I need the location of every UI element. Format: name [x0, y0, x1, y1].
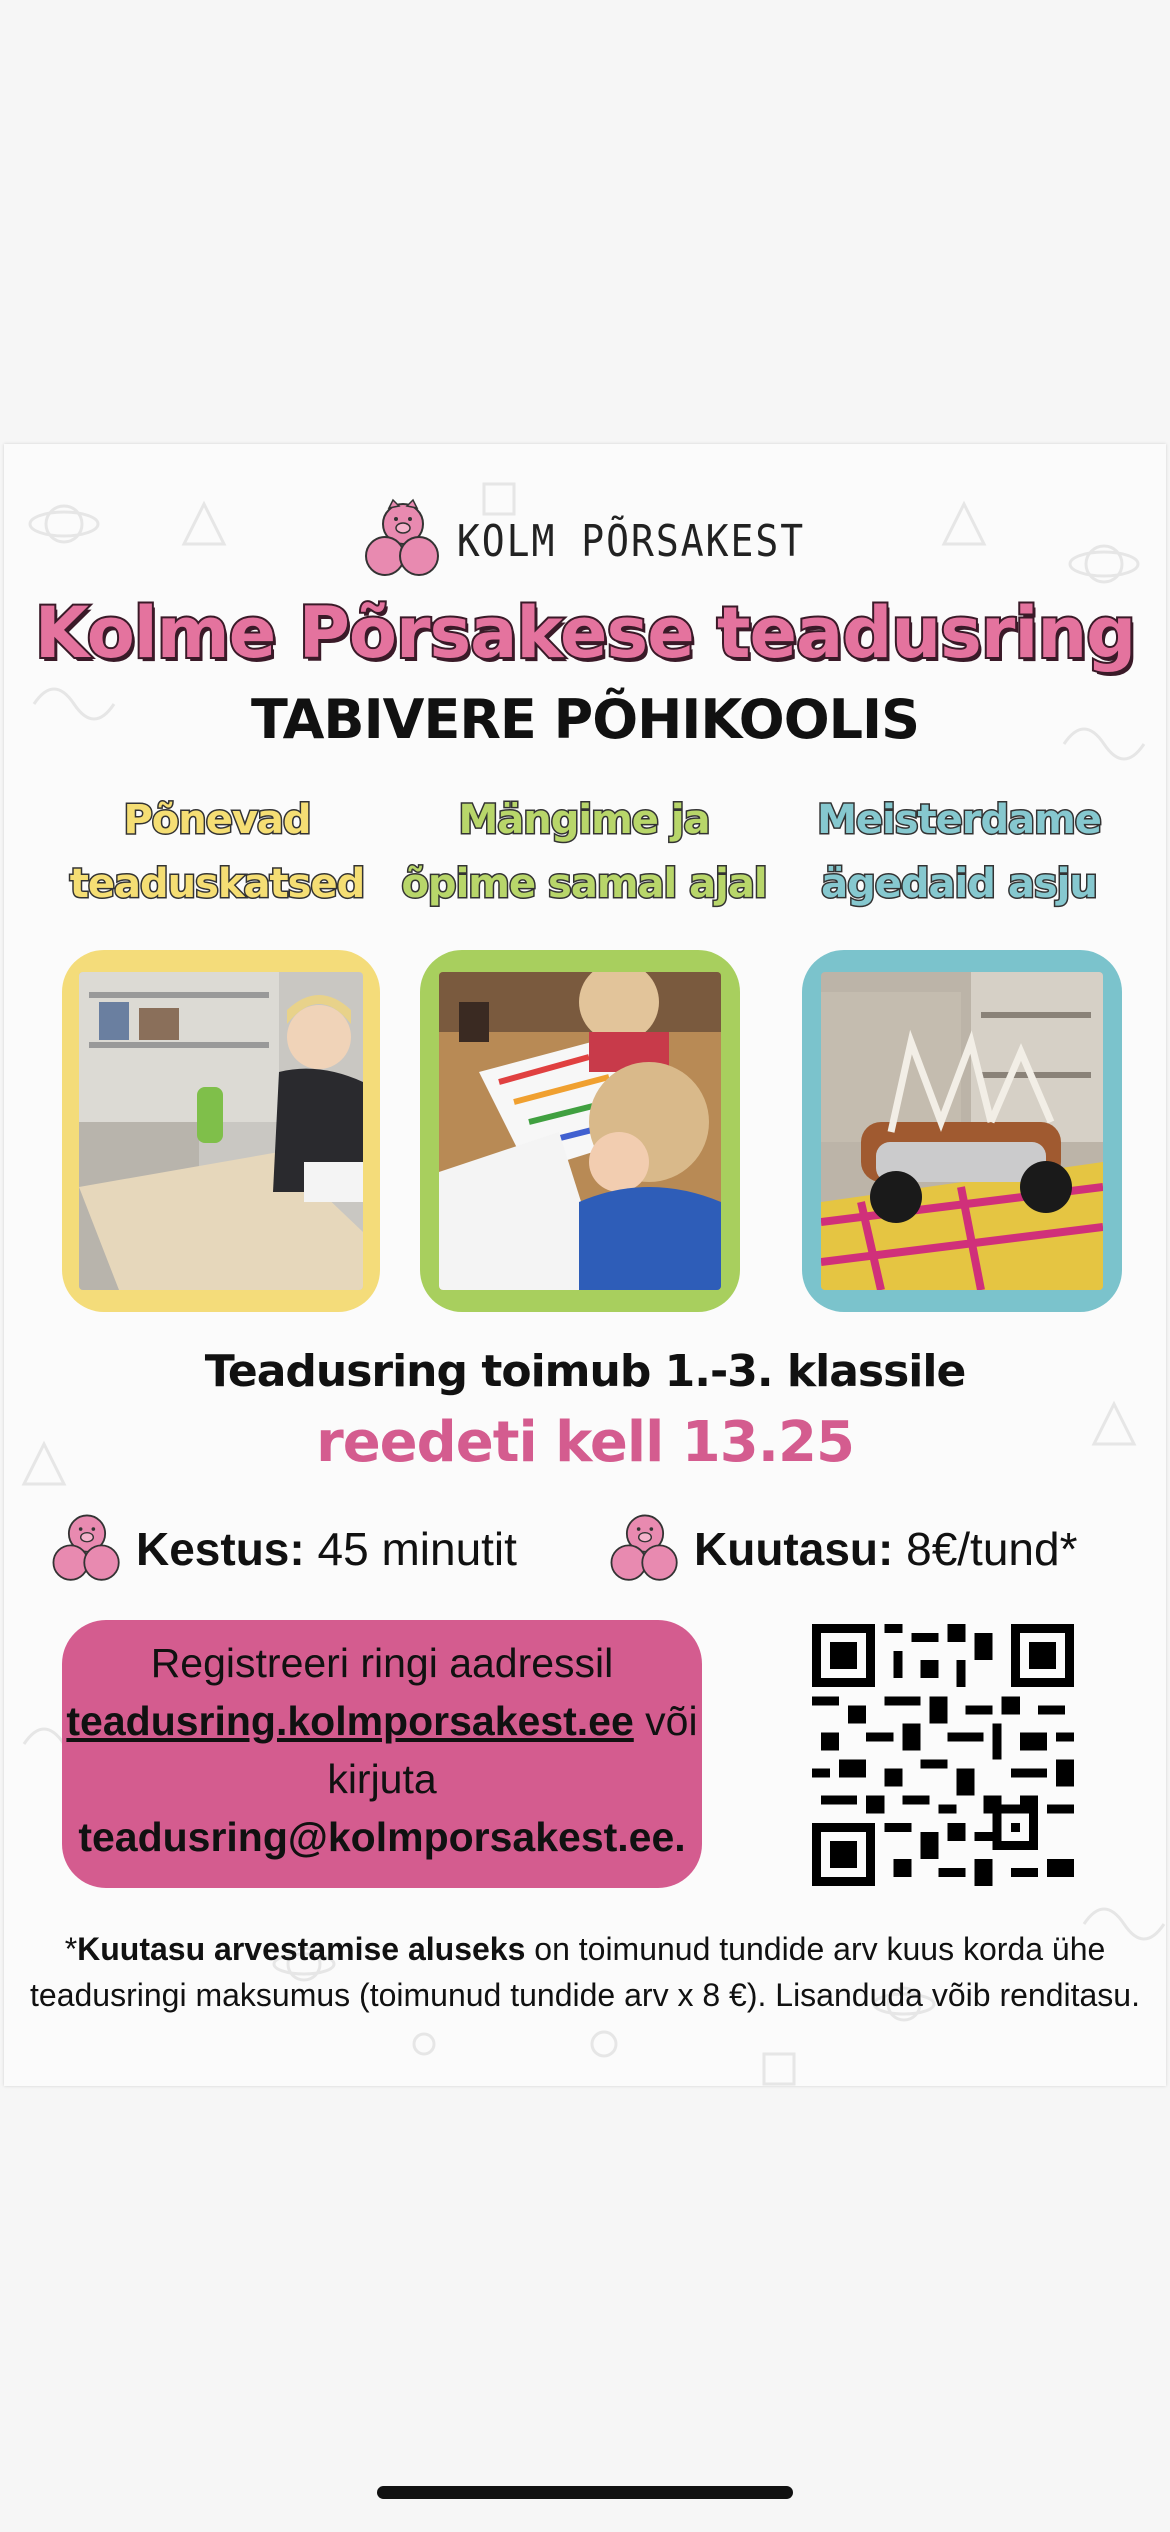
brand-logo	[4, 496, 1166, 586]
feature-line: õpime samal ajal	[401, 861, 767, 907]
feature-experiments	[52, 788, 382, 916]
fee-value: 8€/tund*	[906, 1523, 1078, 1575]
footnote-line2: teadusringi maksumus (toimunud tundide arv x 8 €). Lisanduda võib renditasu.	[30, 1977, 1140, 2013]
logo-text: KOLM PÕRSAKEST	[456, 515, 806, 567]
photo-crafting	[802, 950, 1122, 1312]
duration-info	[52, 1510, 517, 1588]
fee-footnote: *Kuutasu arvestamise aluseks on toimunud tundide arv kuus korda ühe teadusringi maksumus (toimunud tundide arv x 8 €). Lisanduda võib renditasu.	[4, 1926, 1166, 2018]
duration-value: 45 minutit	[317, 1523, 517, 1575]
children-learning-image	[439, 972, 721, 1290]
registration-write: kirjuta	[327, 1756, 437, 1802]
duration-label: Kestus:	[136, 1523, 305, 1575]
feature-line: teaduskatsed	[69, 861, 365, 907]
pig-logo-icon	[365, 498, 441, 584]
feature-line: ägedaid asju	[821, 861, 1097, 907]
feature-line: Meisterdame	[817, 797, 1101, 843]
grade-info: Teadusring toimub 1.-3. klassile	[204, 1346, 966, 1397]
poster-title: Kolme Põrsakese teadusring	[34, 592, 1136, 674]
registration-line: Registreeri ringi aadressil	[150, 1640, 614, 1686]
time-info: reedeti kell 13.25	[316, 1410, 854, 1475]
qr-code-icon[interactable]	[812, 1624, 1074, 1886]
footnote-rest: on toimunud tundide arv kuus korda ühe	[534, 1931, 1106, 1967]
fee-label: Kuutasu:	[694, 1523, 894, 1575]
registration-or: või	[645, 1698, 698, 1744]
craft-vehicle-image	[821, 972, 1103, 1290]
registration-email[interactable]: teadusring@kolmporsakest.ee.	[78, 1814, 686, 1860]
photo-learning	[420, 950, 740, 1312]
pig-icon	[52, 1510, 122, 1588]
poster-subtitle: TABIVERE PÕHIKOOLIS	[250, 688, 920, 751]
feature-crafting	[794, 788, 1124, 916]
pig-icon	[610, 1510, 680, 1588]
footnote-bold: Kuutasu arvestamise aluseks	[77, 1931, 526, 1967]
child-experiment-image	[79, 972, 363, 1290]
feature-line: Mängime ja	[458, 797, 710, 843]
feature-play-learn	[389, 788, 779, 916]
feature-line: Põnevad	[123, 797, 311, 843]
poster	[4, 444, 1166, 2086]
registration-link[interactable]: teadusring.kolmporsakest.ee	[66, 1698, 634, 1744]
fee-info	[610, 1510, 1078, 1588]
registration-box	[62, 1620, 702, 1888]
home-indicator[interactable]	[377, 2486, 793, 2499]
photo-experiment	[62, 950, 380, 1312]
